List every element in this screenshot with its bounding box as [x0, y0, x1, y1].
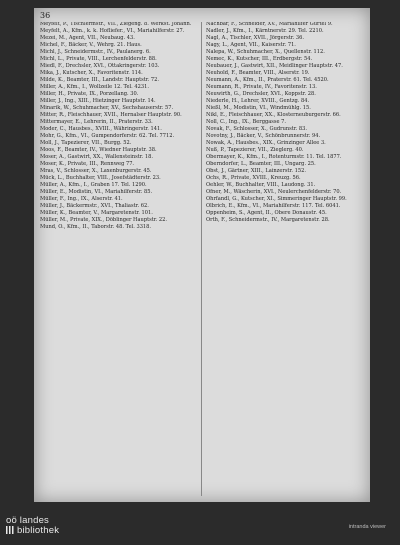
- directory-entry: Moser, A., Gastwirt, XX., Wallensteinstr. 18.: [40, 154, 153, 160]
- directory-entry: Miller, H., Private, IX., Porzellang. 30.: [40, 91, 139, 97]
- directory-entry: Moll, J., Tapezierer, VII., Burgg. 52.: [40, 140, 132, 146]
- directory-entry: Noll, C., Ing., IX., Berggasse 7.: [206, 119, 286, 125]
- directory-entry: Nalepa, W., Schuhmacher, X., Quellenstr. 112.: [206, 49, 325, 55]
- directory-entry: Mittermayer, E., Lehrerin, II., Praterstr. 33.: [40, 119, 153, 125]
- directory-entry: Moder, C., Hausbes., XVIII., Währingerstr. 141.: [40, 126, 162, 132]
- directory-entry: Mras, V., Schlosser, X., Laxenburgerstr. 45.: [40, 168, 152, 174]
- directory-entry: Oppenheim, S., Agent, II., Obere Donaustr. 45.: [206, 210, 327, 216]
- directory-entry: Neumann, R., Private, IV., Favoritenstr. 13.: [206, 84, 317, 90]
- directory-column-left: [40, 22, 198, 496]
- directory-entry: Nemec, K., Kutscher, III., Erdbergstr. 54.: [206, 56, 313, 62]
- directory-entry: Ohrfandl, G., Kutscher, XI., Simmeringer Hauptstr. 99.: [206, 196, 347, 202]
- directory-entry: Neuhold, F., Beamter, VIII., Alserstr. 19.: [206, 70, 310, 76]
- logo-line-2: bibliothek: [17, 524, 60, 536]
- directory-entry: Mund, O., Kfm., II., Taborstr. 48. Tel. 3318.: [40, 224, 152, 230]
- directory-entry: Müller, J., Bäckermstr., XVI., Thaliastr. 62.: [40, 203, 149, 209]
- directory-entry: Minarik, W., Schuhmacher, XV., Sechshauserstr. 57.: [40, 105, 174, 111]
- library-logo[interactable]: [6, 516, 59, 535]
- directory-entry: Moos, F., Beamter, IV., Wiedner Hauptstr. 38.: [40, 147, 157, 153]
- viewer-credit: intranda viewer: [348, 524, 386, 530]
- logo-bars-icon: [6, 526, 15, 534]
- directory-entry: Müller, A., Kfm., I., Graben 17. Tel. 1290.: [40, 182, 147, 188]
- directory-entry: Mück, L., Buchhalter, VIII., Josefstädterstr. 23.: [40, 175, 161, 181]
- directory-entry: Olbrich, E., Kfm., VI., Mariahilferstr. 117. Tel. 6041.: [206, 203, 341, 209]
- directory-entry: Obermayer, K., Kfm., I., Rotenturmstr. 11. Tel. 1877.: [206, 154, 342, 160]
- directory-entry: Oberndorfer, L., Beamter, III., Ungarg. 25.: [206, 161, 316, 167]
- directory-entry: Nadler, J., Kfm., I., Kärntnerstr. 29. Tel. 2210.: [206, 28, 324, 34]
- directory-entry: Müller, E., Modistin, VI., Mariahilferstr. 85.: [40, 189, 153, 195]
- directory-entry: Nagy, L., Agent, VII., Kaiserstr. 71.: [206, 42, 296, 48]
- directory-entry: Mohr, G., Kfm., VI., Gumpendorferstr. 62. Tel. 7712.: [40, 133, 175, 139]
- column-divider: [201, 22, 202, 496]
- directory-entry: Milde, K., Beamter, III., Landstr. Hauptstr. 72.: [40, 77, 160, 83]
- directory-entry: Niederle, H., Lehrer, XVIII., Gentzg. 84.: [206, 98, 310, 104]
- directory-entry: Müller, K., Beamter, V., Margaretenstr. 101.: [40, 210, 153, 216]
- directory-entry: Michl, L., Private, VIII., Lerchenfelderstr. 88.: [40, 56, 157, 62]
- directory-entry: Obst, J., Gärtner, XIII., Lainzerstr. 152.: [206, 168, 306, 174]
- directory-entry: Michl, J., Schneidermstr., IV., Paulanerg. 6.: [40, 49, 151, 55]
- page-number: 36: [40, 11, 51, 20]
- directory-entry: Novotny, J., Bäcker, V., Schönbrunnerstr. 94.: [206, 133, 321, 139]
- directory-entry: Mitter, R., Fleischhauer, XVII., Hernalser Hauptstr. 90.: [40, 112, 182, 118]
- viewer-footer: [0, 502, 400, 545]
- logo-line-1: oö landes: [6, 515, 50, 526]
- directory-entry: Meyfelt, P., Tischlermstr., VII., Ziegeng. 8. Werkst. Johann.: [40, 22, 192, 27]
- directory-entry: Nagl, A., Tischler, XVII., Jörgerstr. 36.: [206, 35, 305, 41]
- directory-entry: Nowak, A., Hausbes., XIX., Grinzinger Allee 3.: [206, 140, 326, 146]
- directory-entry: Neubauer, J., Gastwirt, XII., Meidlinger Hauptstr. 47.: [206, 63, 343, 69]
- directory-column-right: [206, 22, 364, 496]
- directory-entry: Miedl, F., Drechsler, XVI., Ottakringerstr. 103.: [40, 63, 160, 69]
- directory-entry: Novak, F., Schlosser, X., Gudrunstr. 83.: [206, 126, 307, 132]
- directory-entry: Neuwirth, G., Drechsler, XVI., Koppstr. 28.: [206, 91, 316, 97]
- directory-entry: Ofner, M., Wäscherin, XVI., Neulerchenfelderstr. 70.: [206, 189, 342, 195]
- directory-entry: Oehler, W., Buchhalter, VIII., Laudong. 31.: [206, 182, 316, 188]
- directory-entry: Müller, F., Ing., IX., Alserstr. 41.: [40, 196, 123, 202]
- directory-entry: Michel, F., Bäcker, V., Wehrg. 21. Haus.: [40, 42, 142, 48]
- directory-entry: Moser, K., Private, III., Rennweg 77.: [40, 161, 135, 167]
- directory-entry: Miller, A., Kfm., I., Wollzeile 12. Tel. 4231.: [40, 84, 150, 90]
- directory-entry: Neumann, A., Kfm., II., Praterstr. 61. Tel. 4520.: [206, 77, 329, 83]
- directory-entry: Nikl, E., Fleischhauer, XX., Klosterneuburgerstr. 66.: [206, 112, 341, 118]
- directory-entry: Orth, F., Schneidermstr., IV., Margaretenstr. 28.: [206, 217, 330, 223]
- directory-entry: Müller, M., Private, XIX., Döblinger Hauptstr. 22.: [40, 217, 168, 223]
- directory-entry: Miller, J., Ing., XIII., Hietzinger Hauptstr. 14.: [40, 98, 156, 104]
- directory-entry: Ochs, R., Private, XVIII., Kreuzg. 56.: [206, 175, 301, 181]
- scanned-page: [34, 8, 370, 502]
- directory-entry: Nuß, P., Tapezierer, VII., Zieglerg. 40.: [206, 147, 304, 153]
- directory-entry: Mika, J., Kutscher, X., Favoritenstr. 114.: [40, 70, 143, 76]
- directory-entry: Nießl, M., Modistin, VI., Windmühlg. 15.: [206, 105, 311, 111]
- directory-entry: Nachbar, F., Schneider, XV., Mariahilfer Gürtel 9.: [206, 22, 333, 27]
- directory-entry: Meyfelt, A., Kfm., k. k. Hofliefer., VI., Mariahilferstr. 27.: [40, 28, 185, 34]
- directory-entry: Mezei, M., Agent, VII., Neubaug. 43.: [40, 35, 135, 41]
